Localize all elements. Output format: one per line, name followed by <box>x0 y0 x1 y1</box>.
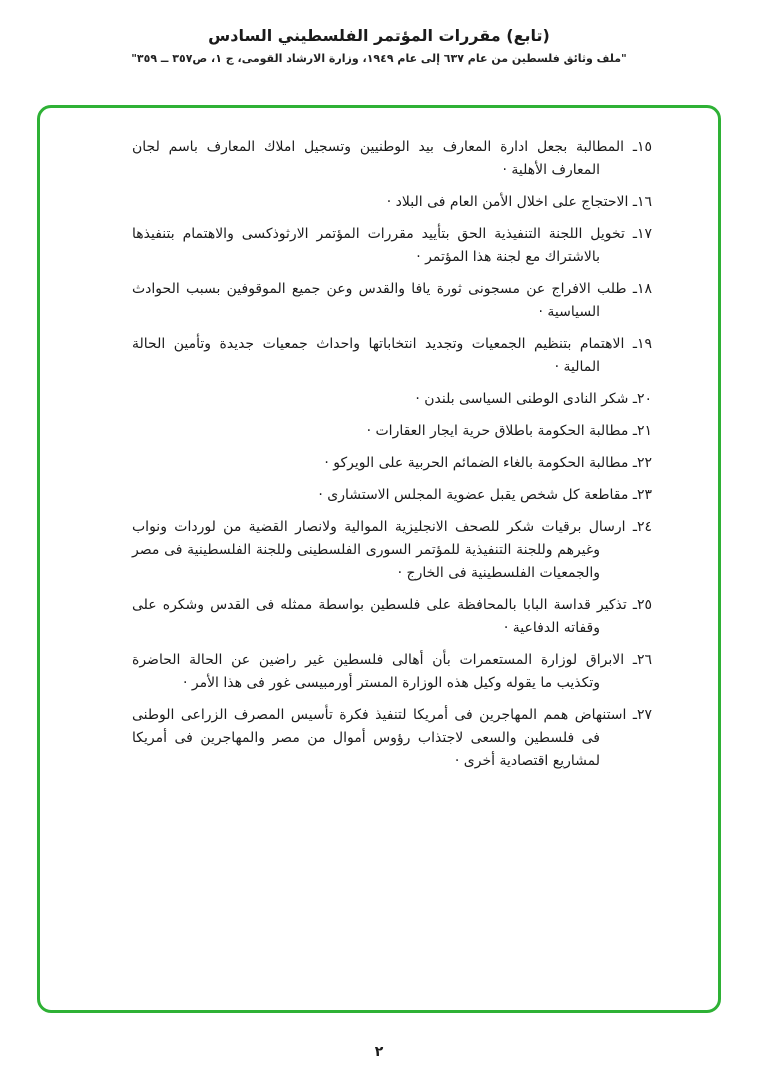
item-text: طلب الافراج عن مسجونى ثورة يافا والقدس وعن جميع الموقوفين بسبب الحوادث السياسية · <box>132 281 633 320</box>
item-number: ٢٥ـ <box>632 597 652 613</box>
item-number: ١٥ـ <box>632 139 652 155</box>
item-text: مطالبة الحكومة باطلاق حرية ايجار العقارات · <box>366 423 633 439</box>
resolution-item <box>132 191 652 214</box>
item-text: ارسال برقيات شكر للصحف الانجليزية الموالية ولانصار القضية من لوردات ونواب وغيرهم وللجنة التنفيذية للمؤتمر السورى الفلسطينى وللجنة الفلسطينية فى مصر والجمعيات الفلسطينية فى الخارج · <box>132 519 633 581</box>
resolution-item <box>132 452 652 475</box>
item-text: شكر النادى الوطنى السياسى بلندن · <box>415 391 633 407</box>
document-footer <box>0 1044 758 1060</box>
item-text: الاهتمام بتنظيم الجمعيات وتجديد انتخاباتها واحداث جمعيات جديدة وتأمين الحالة المالية · <box>132 336 633 375</box>
item-number: ٢٦ـ <box>632 652 652 668</box>
resolution-item <box>132 420 652 443</box>
resolution-item <box>132 484 652 507</box>
item-number: ٢٢ـ <box>632 455 652 471</box>
item-text: تخويل اللجنة التنفيذية الحق بتأييد مقررات المؤتمر الارثوذكسى والاهتمام بتنفيذها بالاشتراك مع لجنة هذا المؤتمر · <box>132 226 633 265</box>
resolution-item <box>132 516 652 585</box>
resolution-item <box>132 278 652 324</box>
item-text: الاحتجاج على اخلال الأمن العام فى البلاد · <box>386 194 633 210</box>
citation-line: "ملف وثائق فلسطين من عام ٦٣٧ إلى عام ١٩٤٩، وزارة الارشاد القومى، ج ١، ص٣٥٧ ــ ٣٥٩" <box>131 52 627 65</box>
item-text: مطالبة الحكومة بالغاء الضمائم الحربية على الويركو · <box>324 455 633 471</box>
item-number: ٢٠ـ <box>632 391 652 407</box>
item-number: ١٧ـ <box>632 226 652 242</box>
item-number: ١٨ـ <box>632 281 652 297</box>
page-number: ٢ <box>374 1044 384 1060</box>
item-text: تذكير قداسة البابا بالمحافظة على فلسطين بواسطة ممثله فى القدس وشكره على وقفاته الدفاعية · <box>132 597 633 636</box>
green-border-frame <box>37 105 721 1013</box>
item-number: ٢٧ـ <box>632 707 652 723</box>
resolution-item <box>132 649 652 695</box>
item-number: ١٩ـ <box>632 336 652 352</box>
page-title: (تابع) مقررات المؤتمر الفلسطيني السادس <box>208 26 550 45</box>
item-text: الابراق لوزارة المستعمرات بأن أهالى فلسطين غير راضين عن الحالة الحاضرة وتكذيب ما يقوله وكيل هذه الوزارة المستر أورمبيسى غور فى هذا الأمر · <box>132 652 633 691</box>
item-number: ١٦ـ <box>632 194 652 210</box>
document-header <box>0 26 758 65</box>
resolution-item <box>132 333 652 379</box>
resolution-item <box>132 388 652 411</box>
resolution-item <box>132 594 652 640</box>
resolutions-list <box>40 108 718 773</box>
item-text: المطالبة بجعل ادارة المعارف بيد الوطنيين وتسجيل املاك المعارف باسم لجان المعارف الأهلية · <box>132 139 633 178</box>
item-text: مقاطعة كل شخص يقبل عضوية المجلس الاستشارى · <box>318 487 633 503</box>
resolution-item <box>132 136 652 182</box>
resolution-item <box>132 223 652 269</box>
resolution-item <box>132 704 652 773</box>
item-number: ٢١ـ <box>632 423 652 439</box>
item-number: ٢٤ـ <box>632 519 652 535</box>
item-number: ٢٣ـ <box>632 487 652 503</box>
item-text: استنهاض همم المهاجرين فى أمريكا لتنفيذ فكرة تأسيس المصرف الزراعى الوطنى فى فلسطين والسعى لاجتذاب رؤوس أموال من مصر والمهاجرين فى أمريكا لمشاريع اقتصادية أخرى · <box>132 707 633 769</box>
